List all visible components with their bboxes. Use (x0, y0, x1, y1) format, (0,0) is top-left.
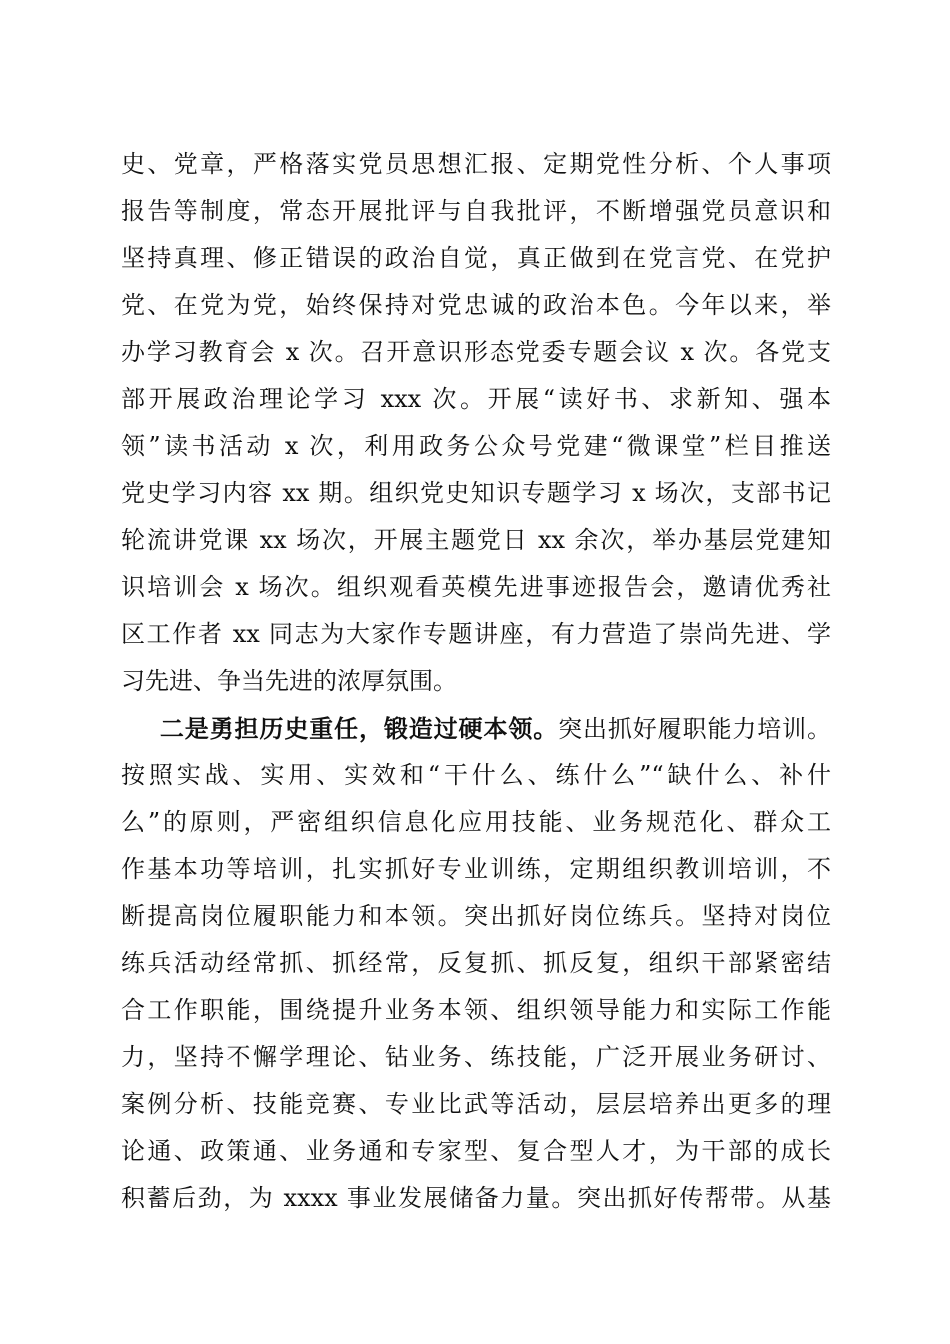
text-line: 论通、政策通、业务通和专家型、复合型人才，为干部的成长 (121, 1137, 831, 1165)
text-line: 区工作者 xx 同志为大家作专题讲座，有力营造了崇尚先进、学 (121, 620, 831, 648)
text-line: 习先进、争当先进的浓厚氛围。 (121, 667, 457, 695)
paragraph-1 (121, 141, 831, 705)
text-line: 识培训会 x 场次。组织观看英模先进事迹报告会，邀请优秀社 (121, 573, 831, 601)
text-line: 领”读书活动 x 次，利用政务公众号党建“微课堂”栏目推送 (121, 432, 831, 460)
text-line: 力，坚持不懈学理论、钻业务、练技能，广泛开展业务研讨、 (121, 1043, 831, 1071)
paragraph-lead-rest: 突出抓好履职能力培训。 (558, 715, 832, 743)
text-line: 坚持真理、修正错误的政治自觉，真正做到在党言党、在党护 (121, 244, 831, 272)
paragraph-2 (121, 705, 831, 1222)
text-line: 党史学习内容 xx 期。组织党史知识专题学习 x 场次，支部书记 (121, 479, 831, 507)
text-line: 轮流讲党课 xx 场次，开展主题党日 xx 余次，举办基层党建知 (121, 526, 831, 554)
text-line: 党、在党为党，始终保持对党忠诚的政治本色。今年以来，举 (121, 291, 831, 319)
paragraph-lead: 二是勇担历史重任，锻造过硬本领。 (159, 714, 559, 743)
text-line: 作基本功等培训，扎实抓好专业训练，定期组织教训培训，不 (121, 855, 831, 883)
text-line: 按照实战、实用、实效和“干什么、练什么”“缺什么、补什 (121, 761, 831, 789)
text-line: 报告等制度，常态开展批评与自我批评，不断增强党员意识和 (121, 197, 831, 225)
text-line: 案例分析、技能竞赛、专业比武等活动，层层培养出更多的理 (121, 1090, 831, 1118)
paragraph-2-first-line (121, 705, 831, 752)
text-line: 练兵活动经常抓、抓经常，反复抓、抓反复，组织干部紧密结 (121, 949, 831, 977)
document-body (121, 141, 831, 1222)
text-line: 积蓄后劲，为 xxxx 事业发展储备力量。突出抓好传帮带。从基 (121, 1184, 831, 1212)
text-line: 么”的原则，严密组织信息化应用技能、业务规范化、群众工 (121, 808, 831, 836)
text-line: 史、党章，严格落实党员思想汇报、定期党性分析、个人事项 (121, 150, 831, 178)
text-line: 办学习教育会 x 次。召开意识形态党委专题会议 x 次。各党支 (121, 338, 831, 366)
text-line: 合工作职能，围绕提升业务本领、组织领导能力和实际工作能 (121, 996, 831, 1024)
text-line: 断提高岗位履职能力和本领。突出抓好岗位练兵。坚持对岗位 (121, 902, 831, 930)
text-line: 部开展政治理论学习 xxx 次。开展“读好书、求新知、强本 (121, 385, 831, 413)
